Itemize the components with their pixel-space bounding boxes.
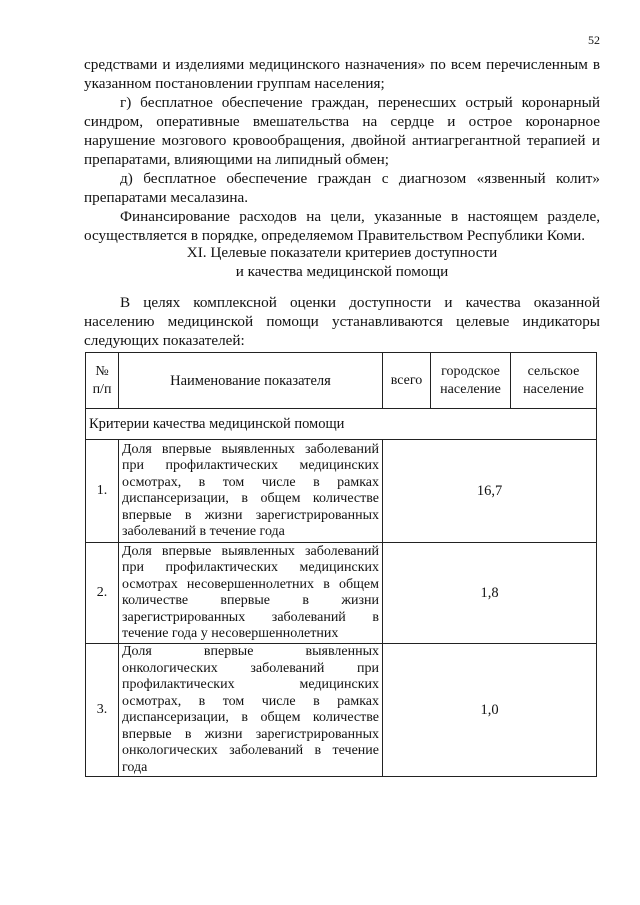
row-number: 2. <box>86 543 119 644</box>
section-title <box>84 243 600 281</box>
intro-paragraph: В целях комплексной оценки доступности и качества оказанной населению медицинской помощи устанавливаются целевые индикаторы следующих показателей: <box>84 294 600 349</box>
table-section-title: Критерии качества медицинской помощи <box>86 409 597 440</box>
section-title-line2: и качества медицинской помощи <box>235 263 449 280</box>
indicator-value: 1,0 <box>383 644 597 777</box>
criteria-table <box>85 352 597 777</box>
header-urban: городское население <box>431 353 511 409</box>
row-number: 3. <box>86 644 119 777</box>
row-number: 1. <box>86 440 119 543</box>
header-rural: сельское население <box>511 353 597 409</box>
section-title-line1: XI. Целевые показатели критериев доступности <box>186 244 498 261</box>
table-row <box>86 440 597 543</box>
body-text-top <box>84 55 600 245</box>
table-row <box>86 543 597 644</box>
paragraph-financing: Финансирование расходов на цели, указанные в настоящем разделе, осуществляется в порядке, определяемом Правительством Республики Коми. <box>84 208 600 244</box>
paragraph-continuation: средствами и изделиями медицинского назначения» по всем перечисленным в указанном постановлении группам населения; <box>84 56 600 92</box>
table-row <box>86 644 597 777</box>
indicator-name: Доля впервые выявленных заболеваний при профилактических медицинских осмотрах несовершеннолетних в общем количестве впервые в жизни зарегистрированных заболеваний в течение года у несовершеннолетних <box>119 543 383 644</box>
indicator-value: 16,7 <box>383 440 597 543</box>
header-name: Наименование показателя <box>119 353 383 409</box>
header-num: № п/п <box>86 353 119 409</box>
indicator-value: 1,8 <box>383 543 597 644</box>
paragraph-item-d: д) бесплатное обеспечение граждан с диагнозом «язвенный колит» препаратами месалазина. <box>84 170 600 206</box>
indicator-name: Доля впервые выявленных заболеваний при профилактических медицинских осмотрах, в том числе в рамках диспансеризации, в общем количестве впервые в жизни зарегистрированных заболеваний в течение года <box>119 440 383 543</box>
indicator-name: Доля впервые выявленных онкологических заболеваний при профилактических медицинских осмотрах, в том числе в рамках диспансеризации, в общем количестве впервые в жизни зарегистрированных онкологических заболеваний в течение года <box>119 644 383 777</box>
paragraph-item-g: г) бесплатное обеспечение граждан, перенесших острый коронарный синдром, оперативные вмешательства на сердце и острое коронарное нарушение мозгового кровообращения, двойной антиагрегантной терапией и препаратами, влияющими на липидный обмен; <box>84 94 600 168</box>
table-section-row <box>86 409 597 440</box>
header-total: всего <box>383 353 431 409</box>
intro-text <box>84 293 600 350</box>
table-header-row <box>86 353 597 409</box>
page-number: 52 <box>588 33 600 47</box>
